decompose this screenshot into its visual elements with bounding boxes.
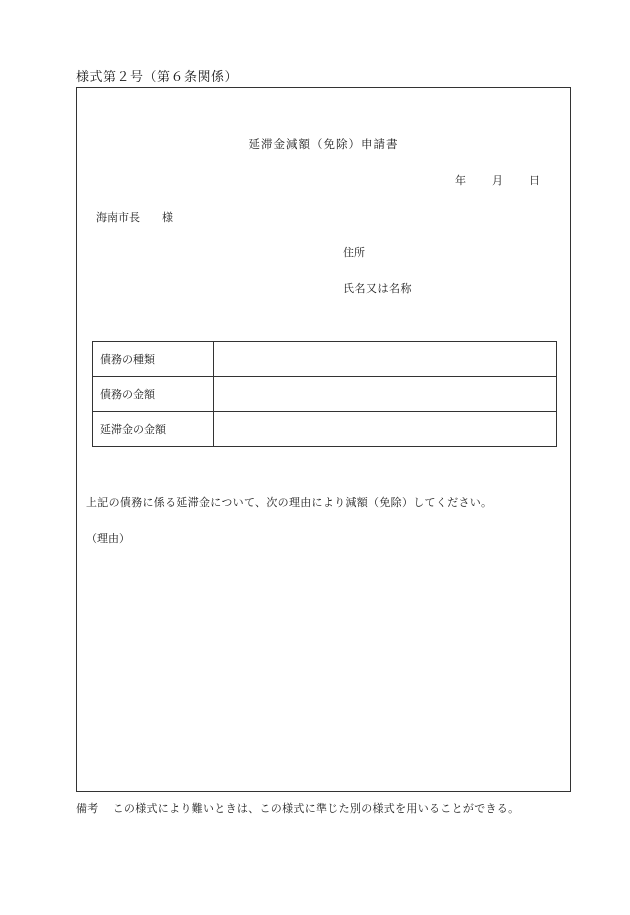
addressee-honorific: 様 <box>162 211 173 224</box>
date-month-label: 月 <box>492 174 503 187</box>
debt-info-table <box>92 341 557 447</box>
debt-amount-label: 債務の金額 <box>93 377 214 412</box>
remark-text: この様式により難いときは、この様式に準じた別の様式を用いることができる。 <box>112 802 520 815</box>
table-row <box>93 342 557 377</box>
table-row <box>93 377 557 412</box>
date-year-label: 年 <box>455 174 466 187</box>
addressee-name: 海南市長 <box>96 211 140 224</box>
applicant-address-label: 住所 <box>343 246 365 259</box>
date-day-label: 日 <box>529 174 540 187</box>
late-fee-amount-label: 延滞金の金額 <box>93 412 214 447</box>
form-number-label: 様式第２号（第６条関係） <box>76 70 239 85</box>
reason-label: （理由） <box>86 532 130 545</box>
applicant-name-label: 氏名又は名称 <box>343 282 412 295</box>
debt-type-field[interactable] <box>214 342 557 377</box>
document-title: 延滞金減額（免除）申請書 <box>248 137 399 151</box>
date-line <box>455 172 540 188</box>
debt-type-label: 債務の種類 <box>93 342 214 377</box>
debt-amount-field[interactable] <box>214 377 557 412</box>
table-row <box>93 412 557 447</box>
remark-note <box>76 800 519 816</box>
addressee <box>96 209 173 225</box>
late-fee-amount-field[interactable] <box>214 412 557 447</box>
request-statement: 上記の債務に係る延滞金について、次の理由により減額（免除）してください。 <box>86 496 493 509</box>
application-form-frame <box>76 87 571 792</box>
remark-head: 備考 <box>76 802 99 815</box>
